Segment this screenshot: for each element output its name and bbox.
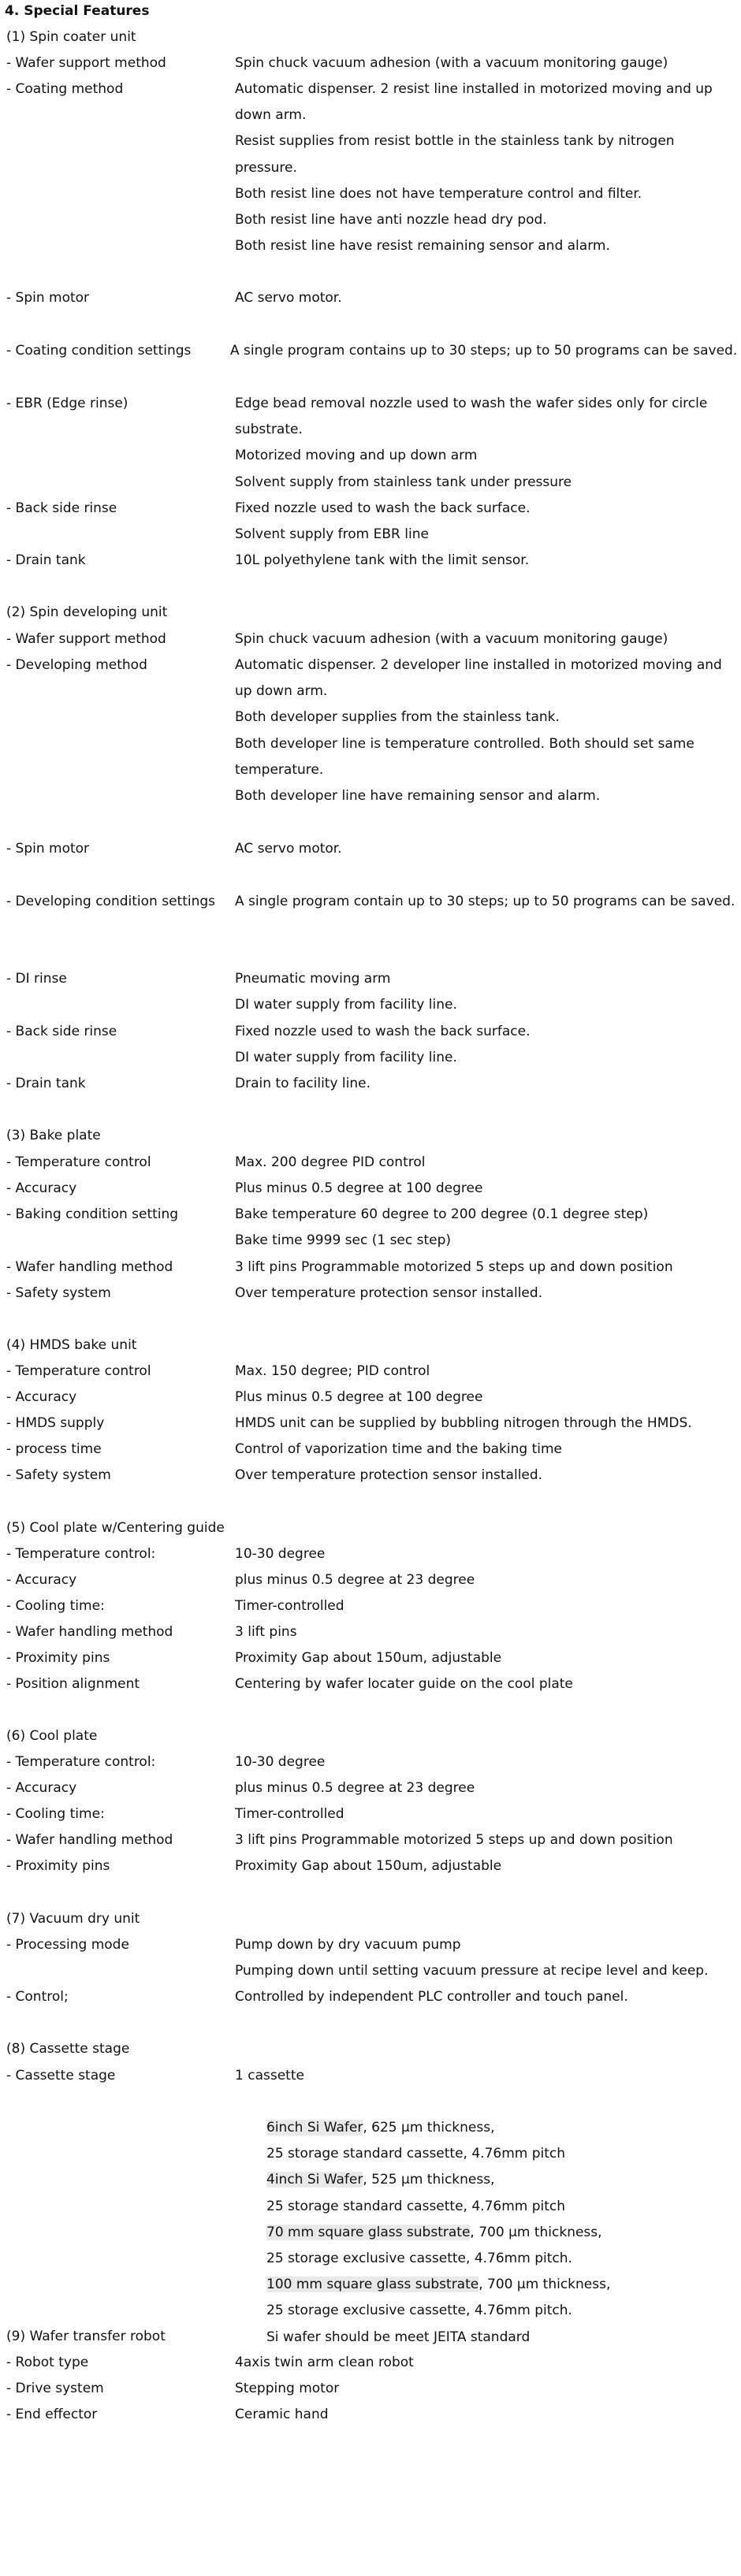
section-heading: (6) Cool plate <box>6 1728 98 1744</box>
spec-value: temperature. <box>235 762 324 778</box>
spec-value: plus minus 0.5 degree at 23 degree <box>235 1572 475 1588</box>
spec-value: Both developer supplies from the stainless tank. <box>235 709 560 725</box>
spec-value: Spin chuck vacuum adhesion (with a vacuum monitoring gauge) <box>235 631 668 647</box>
cassette-line <box>266 2226 602 2240</box>
spec-label: - Wafer handling method <box>6 1832 173 1848</box>
spec-value: Both resist line have anti nozzle head dry pod. <box>235 212 547 228</box>
spec-value: HMDS unit can be supplied by bubbling nitrogen through the HMDS. <box>235 1415 692 1431</box>
spec-label: - Control; <box>6 1989 69 2005</box>
section-heading: (1) Spin coater unit <box>6 29 136 45</box>
spec-value: Proximity Gap about 150um, adjustable <box>235 1858 502 1874</box>
spec-value: Controlled by independent PLC controller and touch panel. <box>235 1989 628 2005</box>
spec-label: - HMDS supply <box>6 1415 105 1431</box>
spec-value: Control of vaporization time and the baking time <box>235 1441 562 1457</box>
spec-label: - Accuracy <box>6 1572 77 1588</box>
cassette-line: 25 storage exclusive cassette, 4.76mm pitch. <box>266 2303 572 2318</box>
spec-label: - Spin motor <box>6 841 90 857</box>
spec-value: Max. 150 degree; PID control <box>235 1363 430 1379</box>
substrate-detail: , 700 μm thickness, <box>478 2277 611 2292</box>
spec-value: Bake time 9999 sec (1 sec step) <box>235 1232 452 1248</box>
spec-value: Automatic dispenser. 2 developer line installed in motorized moving and <box>235 657 722 673</box>
spec-label: - Temperature control <box>6 1154 151 1170</box>
cassette-line <box>266 2173 495 2187</box>
spec-label: - Wafer handling method <box>6 1259 173 1275</box>
spec-label: - Developing condition settings <box>6 894 216 909</box>
cassette-line <box>266 2278 610 2292</box>
spec-label: - Temperature control: <box>6 1546 156 1562</box>
cassette-line: 25 storage standard cassette, 4.76mm pitch <box>266 2199 566 2214</box>
spec-label: - Proximity pins <box>6 1650 110 1666</box>
substrate-detail: , 700 μm thickness, <box>470 2225 602 2240</box>
substrate-name-highlight: 4inch Si Wafer <box>266 2172 363 2188</box>
spec-value: Both resist line have resist remaining sensor and alarm. <box>235 238 610 254</box>
spec-label: - End effector <box>6 2407 98 2422</box>
spec-label: - Safety system <box>6 1285 111 1301</box>
spec-label: - Safety system <box>6 1467 111 1483</box>
spec-value: 10-30 degree <box>235 1546 326 1562</box>
spec-label: - Accuracy <box>6 1389 77 1405</box>
spec-label: - Spin motor <box>6 290 90 306</box>
spec-label: - Wafer support method <box>6 631 166 647</box>
spec-label: - DI rinse <box>6 971 67 987</box>
spec-label: - Robot type <box>6 2355 89 2370</box>
spec-label: - Wafer support method <box>6 55 166 71</box>
spec-label: - Processing mode <box>6 1937 129 1953</box>
document-title: 4. Special Features <box>5 3 150 19</box>
substrate-name-highlight: 6inch Si Wafer <box>266 2120 363 2136</box>
spec-value: Motorized moving and up down arm <box>235 448 478 463</box>
spec-value: Max. 200 degree PID control <box>235 1154 426 1170</box>
spec-value: Ceramic hand <box>235 2407 329 2422</box>
section-heading: (4) HMDS bake unit <box>6 1337 137 1353</box>
spec-value: Spin chuck vacuum adhesion (with a vacuum monitoring gauge) <box>235 55 668 71</box>
spec-label: - Drain tank <box>6 552 86 568</box>
spec-value: down arm. <box>235 107 307 123</box>
spec-value: 10L polyethylene tank with the limit sensor. <box>235 552 530 568</box>
spec-value: 3 lift pins <box>235 1624 297 1640</box>
spec-value: Pumping down until setting vacuum pressure at recipe level and keep. <box>235 1963 709 1979</box>
spec-value: Solvent supply from stainless tank under pressure <box>235 474 572 490</box>
substrate-detail: , 625 μm thickness, <box>363 2120 495 2136</box>
spec-label: - Temperature control: <box>6 1754 156 1770</box>
spec-value: DI water supply from facility line. <box>235 1050 457 1065</box>
spec-label: - EBR (Edge rinse) <box>6 396 128 411</box>
section-heading: (2) Spin developing unit <box>6 604 168 620</box>
spec-label: - Cooling time: <box>6 1806 105 1822</box>
spec-label: - Accuracy <box>6 1780 77 1796</box>
spec-label: - Position alignment <box>6 1676 140 1692</box>
section-heading: (3) Bake plate <box>6 1128 101 1143</box>
spec-value: Fixed nozzle used to wash the back surface. <box>235 500 531 516</box>
spec-value: Plus minus 0.5 degree at 100 degree <box>235 1389 483 1405</box>
spec-value: Over temperature protection sensor installed. <box>235 1285 543 1301</box>
spec-label: - Developing method <box>6 657 147 673</box>
spec-value: Plus minus 0.5 degree at 100 degree <box>235 1180 483 1196</box>
spec-label: - Back side rinse <box>6 500 117 516</box>
spec-value: Pneumatic moving arm <box>235 971 391 987</box>
spec-label: - Wafer handling method <box>6 1624 173 1640</box>
spec-value: Over temperature protection sensor installed. <box>235 1467 543 1483</box>
section-heading: (5) Cool plate w/Centering guide <box>6 1520 225 1536</box>
spec-value: 3 lift pins Programmable motorized 5 steps up and down position <box>235 1832 673 1848</box>
spec-value: Fixed nozzle used to wash the back surface. <box>235 1024 531 1039</box>
spec-value: Timer-controlled <box>235 1598 344 1614</box>
spec-value: Bake temperature 60 degree to 200 degree (0.1 degree step) <box>235 1206 649 1222</box>
cassette-line: Si wafer should be meet JEITA standard <box>266 2329 531 2345</box>
spec-value: Both developer line have remaining sensor and alarm. <box>235 788 601 804</box>
substrate-name-highlight: 100 mm square glass substrate <box>266 2277 479 2292</box>
spec-label: - Proximity pins <box>6 1858 110 1874</box>
spec-label: - Baking condition setting <box>6 1206 179 1222</box>
spec-label: - Cooling time: <box>6 1598 105 1614</box>
substrate-name-highlight: 70 mm square glass substrate <box>266 2225 471 2240</box>
spec-value: Timer-controlled <box>235 1806 344 1822</box>
spec-value: A single program contains up to 30 steps; up to 50 programs can be saved. <box>230 343 738 359</box>
spec-value: AC servo motor. <box>235 290 342 306</box>
spec-value: plus minus 0.5 degree at 23 degree <box>235 1780 475 1796</box>
spec-value: Both resist line does not have temperature control and filter. <box>235 186 642 202</box>
spec-value: Proximity Gap about 150um, adjustable <box>235 1650 502 1666</box>
spec-value: A single program contain up to 30 steps; up to 50 programs can be saved. <box>235 894 735 909</box>
spec-value: up down arm. <box>235 683 328 699</box>
spec-label: - Cassette stage <box>6 2068 116 2083</box>
spec-label: - Back side rinse <box>6 1024 117 1039</box>
spec-value: 10-30 degree <box>235 1754 326 1770</box>
spec-value: Automatic dispenser. 2 resist line installed in motorized moving and up <box>235 81 713 97</box>
spec-value: Drain to facility line. <box>235 1076 371 1091</box>
spec-label: - process time <box>6 1441 102 1457</box>
cassette-line <box>266 2121 495 2135</box>
spec-value: substrate. <box>235 422 303 437</box>
spec-label: - Accuracy <box>6 1180 77 1196</box>
spec-label: - Drive system <box>6 2381 104 2396</box>
spec-label: - Coating method <box>6 81 124 97</box>
spec-label: - Drain tank <box>6 1076 86 1091</box>
spec-value: 4axis twin arm clean robot <box>235 2355 414 2370</box>
spec-value: Both developer line is temperature controlled. Both should set same <box>235 736 694 752</box>
spec-value: pressure. <box>235 160 297 176</box>
substrate-detail: , 525 μm thickness, <box>363 2172 495 2188</box>
spec-value: Pump down by dry vacuum pump <box>235 1937 461 1953</box>
spec-value: Solvent supply from EBR line <box>235 526 429 542</box>
spec-value: Resist supplies from resist bottle in the stainless tank by nitrogen <box>235 133 675 149</box>
section-heading: (9) Wafer transfer robot <box>6 2329 166 2344</box>
cassette-line: 25 storage exclusive cassette, 4.76mm pitch. <box>266 2251 572 2266</box>
cassette-line: 25 storage standard cassette, 4.76mm pitch <box>266 2146 566 2162</box>
spec-label: - Temperature control <box>6 1363 151 1379</box>
section-heading: (8) Cassette stage <box>6 2041 130 2057</box>
spec-value: AC servo motor. <box>235 841 342 857</box>
spec-value: DI water supply from facility line. <box>235 997 457 1013</box>
spec-value: Stepping motor <box>235 2381 340 2396</box>
spec-value: Edge bead removal nozzle used to wash the wafer sides only for circle <box>235 396 708 411</box>
section-heading: (7) Vacuum dry unit <box>6 1911 140 1927</box>
spec-label: - Coating condition settings <box>6 343 192 359</box>
spec-value: 1 cassette <box>235 2068 304 2083</box>
spec-value: 3 lift pins Programmable motorized 5 steps up and down position <box>235 1259 673 1275</box>
spec-value: Centering by wafer locater guide on the cool plate <box>235 1676 573 1692</box>
